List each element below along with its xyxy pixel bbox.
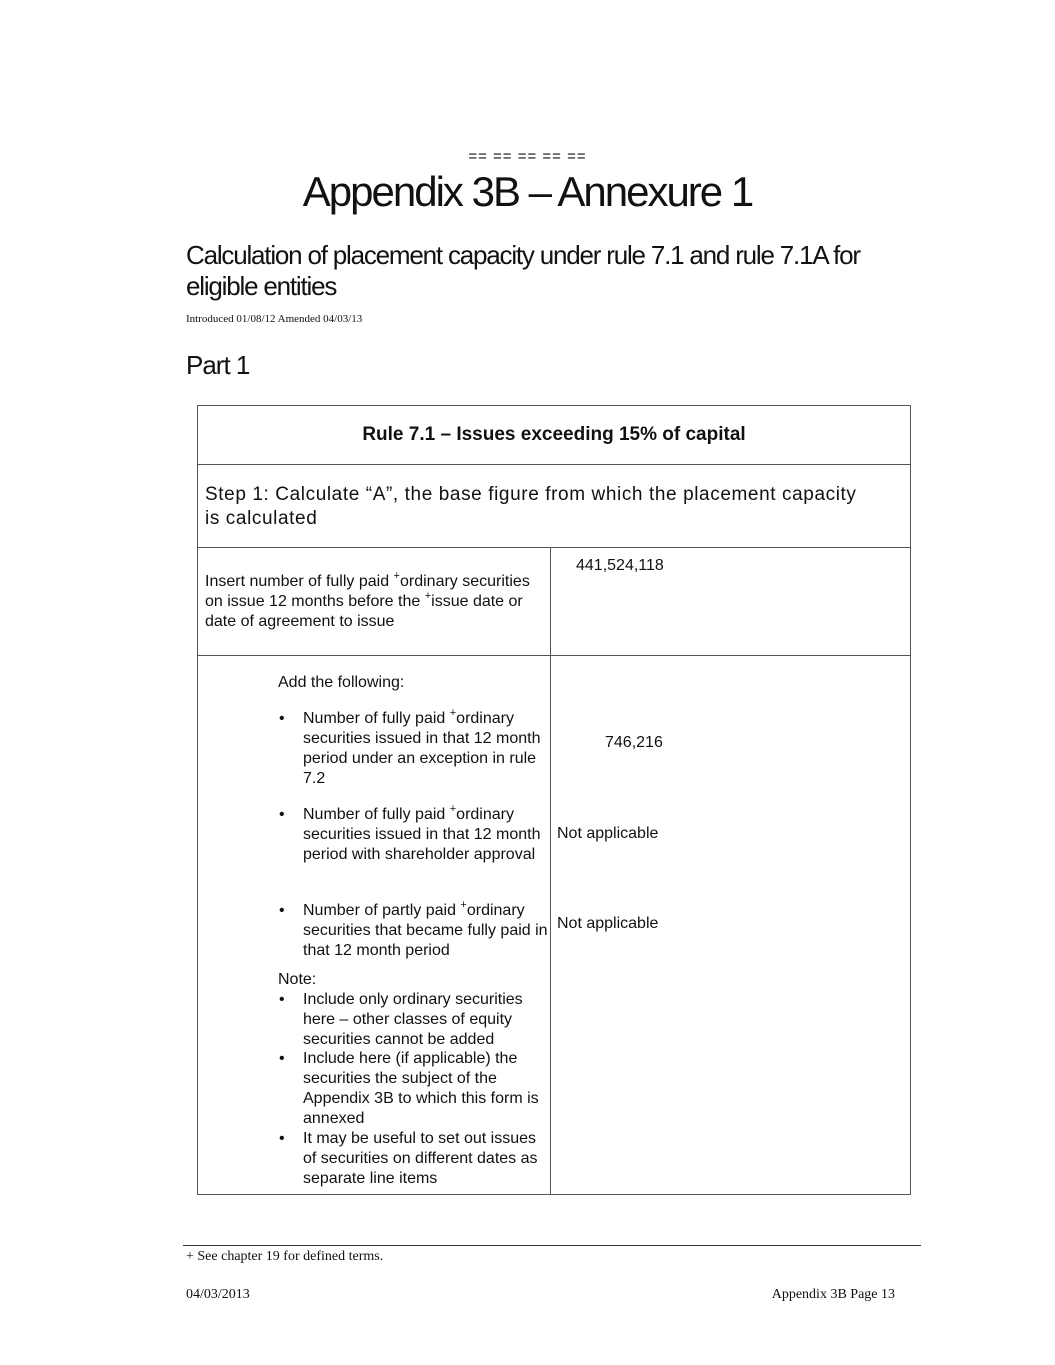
- row1-label: Insert number of fully paid +ordinary securities on issue 12 months before the +issue date or date of agreement to issue: [205, 570, 530, 630]
- table-divider: [198, 547, 910, 548]
- footer-rule: [183, 1245, 921, 1246]
- introduced-note: Introduced 01/08/12 Amended 04/03/13: [186, 313, 363, 325]
- separator-line: == == == == ==: [468, 148, 587, 165]
- list-item: • Number of partly paid +ordinary securities that became fully paid in that 12 month period: [279, 899, 548, 959]
- part-heading: Part 1: [186, 350, 250, 380]
- page-title: Appendix 3B – Annexure 1: [302, 168, 753, 215]
- table-divider: [198, 464, 910, 465]
- note-label: Note:: [278, 971, 317, 988]
- add-label: Add the following:: [278, 674, 405, 691]
- page-subtitle: Calculation of placement capacity under rule 7.1 and rule 7.1A for eligible entities: [186, 240, 860, 301]
- step-1-text: Step 1: Calculate “A”, the base figure from which the placement capacity is calculated: [205, 484, 857, 529]
- list-item: • Number of fully paid +ordinary securities issued in that 12 month period under an exception in rule 7.2: [279, 707, 541, 787]
- footer-date: 04/03/2013: [186, 1287, 250, 1302]
- row1-value: 441,524,118: [576, 557, 664, 574]
- table-heading: Rule 7.1 – Issues exceeding 15% of capital: [362, 424, 746, 445]
- footer-page-number: Appendix 3B Page 13: [771, 1287, 895, 1302]
- table-divider: [198, 655, 910, 656]
- list-item: • Number of fully paid +ordinary securities issued in that 12 month period with shareholder approval: [279, 803, 541, 863]
- item3-value: Not applicable: [557, 915, 659, 932]
- column-divider: [550, 547, 551, 1195]
- note-item: • It may be useful to set out issues of securities on different dates as separate line items: [279, 1130, 538, 1187]
- item2-value: Not applicable: [557, 825, 659, 842]
- note-item: • Include only ordinary securities here – other classes of equity securities cannot be added: [279, 991, 523, 1048]
- rule-7-1-table: [197, 405, 911, 1195]
- footnote: + See chapter 19 for defined terms.: [186, 1249, 384, 1264]
- note-item: • Include here (if applicable) the securities the subject of the Appendix 3B to which this form is annexed: [279, 1050, 539, 1127]
- item1-value: 746,216: [605, 734, 663, 751]
